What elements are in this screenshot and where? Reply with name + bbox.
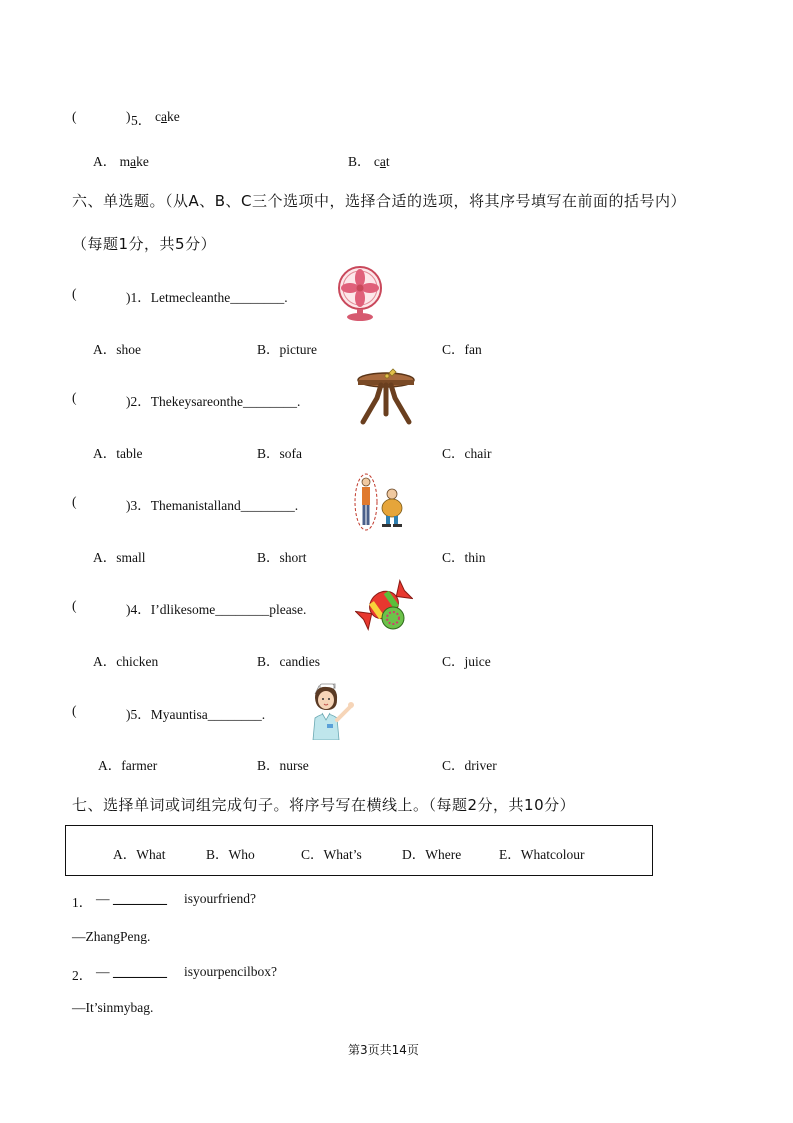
question-word: cake [155, 109, 180, 124]
item-number: 2． [72, 968, 93, 983]
option-b: B．short [257, 550, 307, 565]
answer-paren: ( [72, 598, 77, 613]
item-question: isyourpencilbox? [184, 964, 277, 979]
option-b: B． cat [348, 154, 390, 169]
option-a: A．farmer [98, 758, 158, 773]
item-answer: —ZhangPeng. [72, 929, 151, 944]
option-b: B．sofa [257, 446, 302, 461]
nurse-icon [305, 680, 357, 740]
option-b: B．nurse [257, 758, 309, 773]
option-c: C．fan [442, 342, 482, 357]
word-option-a: A．What [113, 847, 166, 862]
option-c: C．juice [442, 654, 491, 669]
candy-icon [355, 576, 413, 634]
question-stem: )5．Myauntisa________. [126, 707, 266, 722]
word-option-b: B．Who [206, 847, 255, 862]
question-stem: )3．Themanistalland________. [126, 498, 299, 513]
tall-man-icon [352, 472, 412, 532]
option-c: C．thin [442, 550, 486, 565]
option-a: A．table [93, 446, 143, 461]
option-c: C．driver [442, 758, 497, 773]
item-question: isyourfriend? [184, 891, 256, 906]
answer-paren: ( [72, 390, 77, 405]
word-bank-box [65, 825, 653, 876]
section-6-title: 六、单选题。（从A、B、C三个选项中，选择合适的选项，将其序号填写在前面的括号内） [72, 192, 687, 210]
option-a: A．small [93, 550, 146, 565]
page-footer: 第3页共14页 [348, 1043, 419, 1057]
word-option-e: E．Whatcolour [499, 847, 585, 862]
word-option-c: C．What’s [301, 847, 362, 862]
answer-paren: ( [72, 703, 77, 718]
option-a: A．chicken [93, 654, 159, 669]
option-b: B．candies [257, 654, 320, 669]
option-c: C．chair [442, 446, 492, 461]
question-number: 5． [131, 113, 152, 128]
item-dash: — [96, 964, 110, 979]
option-a: A．shoe [93, 342, 141, 357]
question-stem: )4．I’dlikesome________please. [126, 602, 307, 617]
word-option-d: D．Where [402, 847, 462, 862]
item-number: 1． [72, 895, 93, 910]
table-icon [355, 368, 417, 426]
section-7-title: 七、选择单词或词组完成句子。将序号写在横线上。（每题2分，共10分） [72, 796, 576, 814]
question-stem: )1．Letmecleanthe________. [126, 290, 288, 305]
item-dash: — [96, 891, 110, 906]
option-a: A． make [93, 154, 149, 169]
fan-icon [336, 264, 384, 322]
option-b: B．picture [257, 342, 317, 357]
section-6-subtitle: （每题1分，共5分） [72, 235, 217, 253]
answer-paren: ( [72, 286, 77, 301]
question-stem: )2．Thekeysareonthe________. [126, 394, 301, 409]
answer-paren-close: ) [126, 109, 131, 124]
answer-paren: ( [72, 494, 77, 509]
answer-blank[interactable]: ________ [113, 891, 167, 906]
answer-blank[interactable]: ________ [113, 964, 167, 979]
answer-paren-open: ( [72, 109, 77, 124]
item-answer: —It’sinmybag. [72, 1000, 154, 1015]
